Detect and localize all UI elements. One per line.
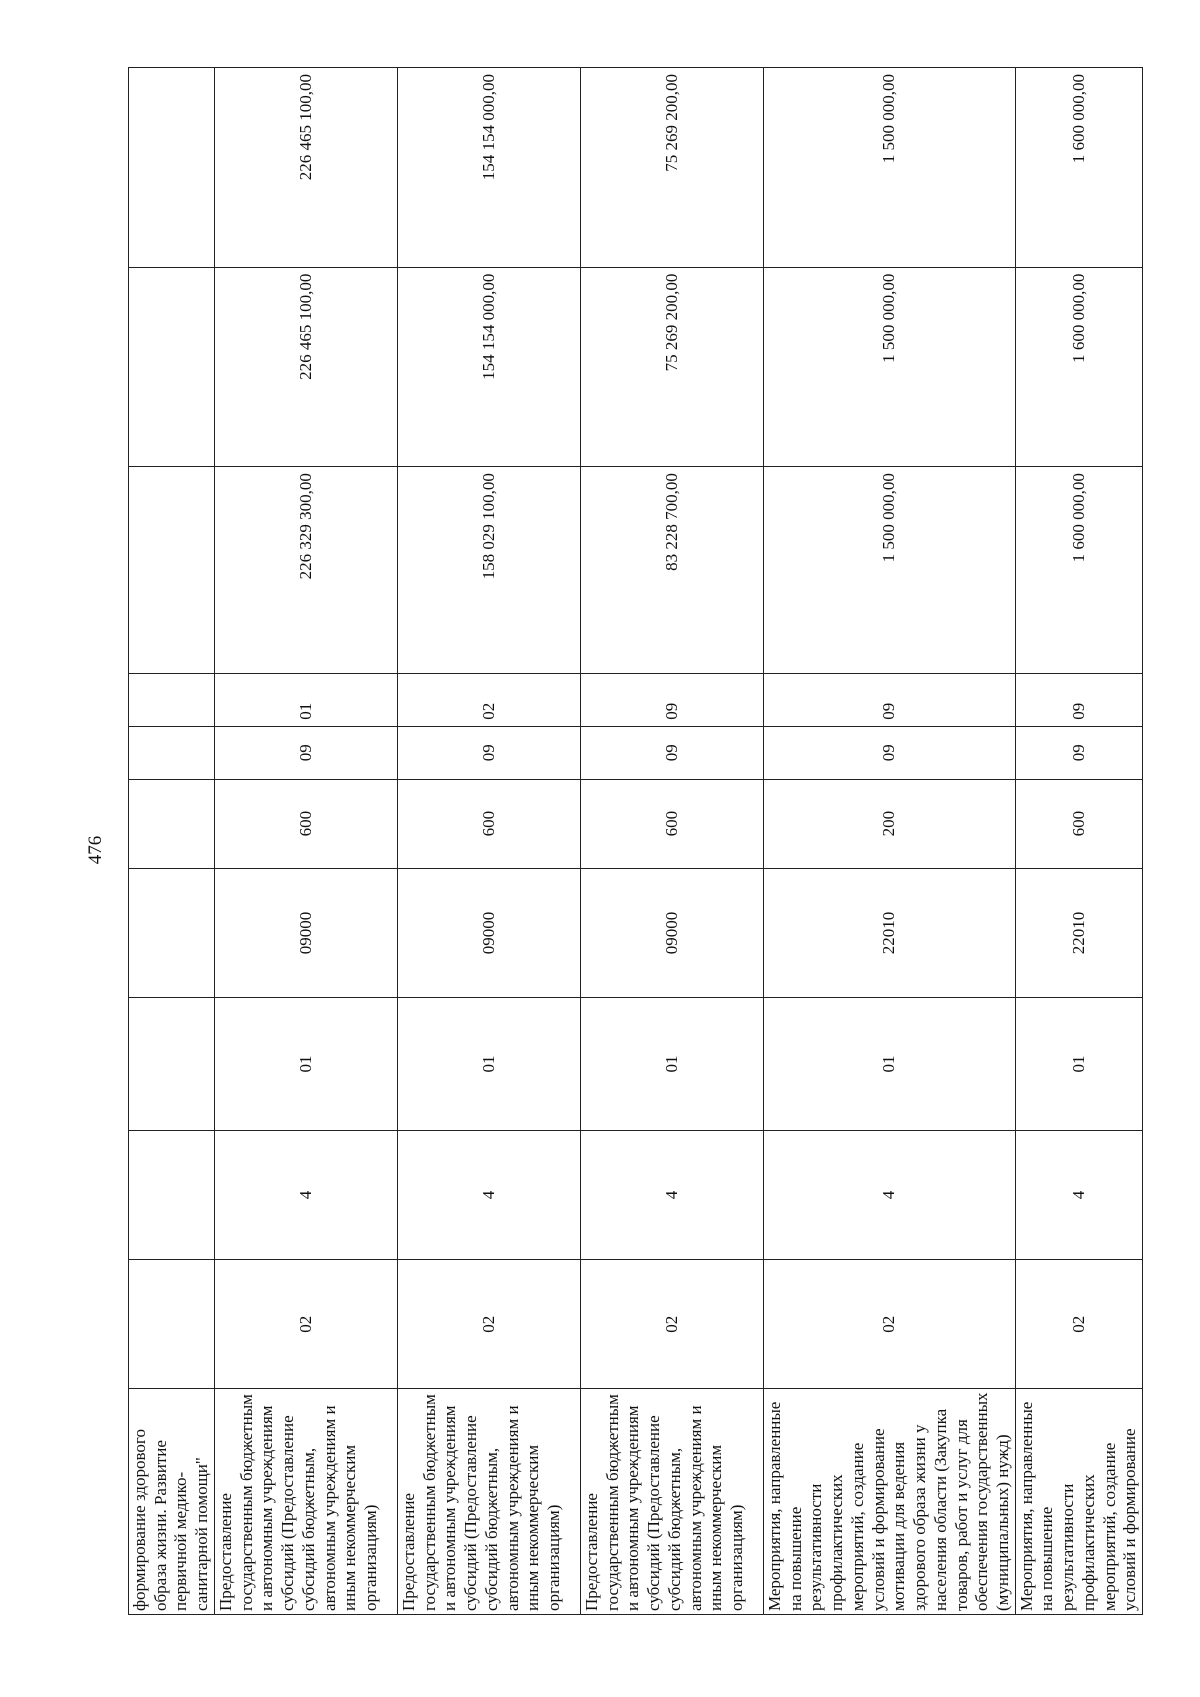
budget-table-rotated bbox=[128, 67, 1140, 1615]
cell-amount-3 bbox=[129, 68, 215, 268]
cell-amount-3: 75 269 200,00 bbox=[580, 68, 763, 268]
table-row bbox=[214, 68, 397, 1615]
cell-code-4: 09000 bbox=[397, 868, 580, 998]
cell-code-4: 09000 bbox=[580, 868, 763, 998]
cell-code-7: 09 bbox=[763, 673, 1015, 726]
cell-amount-2: 154 154 000,00 bbox=[397, 267, 580, 467]
table-row bbox=[129, 68, 215, 1615]
cell-amount-1: 1 600 000,00 bbox=[1015, 467, 1142, 674]
row-name: Мероприятия, направленные на повышение результативности профилактических мероприятий, создание условий и формирование мотивации для ведения здорового образа жизни у населения области (Закупка товаров, работ и услуг для обеспечения государственных (муниципальных) нужд) bbox=[763, 1389, 1015, 1615]
cell-amount-2 bbox=[129, 267, 215, 467]
cell-amount-3: 1 600 000,00 bbox=[1015, 68, 1142, 268]
cell-amount-3: 226 465 100,00 bbox=[214, 68, 397, 268]
cell-code-6 bbox=[129, 726, 215, 779]
cell-code-1: 02 bbox=[397, 1260, 580, 1389]
row-name: формирование здорового образа жизни. Развитие первичной медико-санитарной помощи" bbox=[129, 1389, 215, 1615]
cell-code-3: 01 bbox=[1015, 998, 1142, 1130]
cell-code-7: 09 bbox=[580, 673, 763, 726]
cell-code-5: 200 bbox=[763, 779, 1015, 868]
cell-code-6: 09 bbox=[214, 726, 397, 779]
cell-code-3: 01 bbox=[763, 998, 1015, 1130]
cell-code-6: 09 bbox=[580, 726, 763, 779]
cell-code-5: 600 bbox=[1015, 779, 1142, 868]
cell-code-3: 01 bbox=[214, 998, 397, 1130]
cell-code-1: 02 bbox=[763, 1260, 1015, 1389]
cell-code-7 bbox=[129, 673, 215, 726]
table-row bbox=[763, 68, 1015, 1615]
row-name: Мероприятия, направленные на повышение результативности профилактических мероприятий, создание условий и формирование bbox=[1015, 1389, 1142, 1615]
cell-code-5: 600 bbox=[397, 779, 580, 868]
cell-code-1 bbox=[129, 1260, 215, 1389]
cell-code-5: 600 bbox=[580, 779, 763, 868]
cell-amount-1 bbox=[129, 467, 215, 674]
cell-code-6: 09 bbox=[397, 726, 580, 779]
row-name: Предоставление государственным бюджетным и автономным учреждениям субсидий (Предоставление субсидий бюджетным, автономным учреждениям и иным некоммерческим организациям) bbox=[580, 1389, 763, 1615]
cell-amount-1: 158 029 100,00 bbox=[397, 467, 580, 674]
cell-code-7: 02 bbox=[397, 673, 580, 726]
cell-code-2: 4 bbox=[763, 1130, 1015, 1260]
cell-code-4: 22010 bbox=[1015, 868, 1142, 998]
budget-table bbox=[128, 67, 1143, 1615]
cell-code-3 bbox=[129, 998, 215, 1130]
cell-code-6: 09 bbox=[1015, 726, 1142, 779]
cell-code-1: 02 bbox=[1015, 1260, 1142, 1389]
cell-code-4: 22010 bbox=[763, 868, 1015, 998]
cell-amount-2: 1 600 000,00 bbox=[1015, 267, 1142, 467]
cell-code-3: 01 bbox=[580, 998, 763, 1130]
cell-code-2 bbox=[129, 1130, 215, 1260]
cell-amount-2: 75 269 200,00 bbox=[580, 267, 763, 467]
cell-amount-1: 83 228 700,00 bbox=[580, 467, 763, 674]
table-row bbox=[397, 68, 580, 1615]
cell-code-2: 4 bbox=[1015, 1130, 1142, 1260]
cell-code-5 bbox=[129, 779, 215, 868]
cell-amount-1: 1 500 000,00 bbox=[763, 467, 1015, 674]
cell-amount-3: 154 154 000,00 bbox=[397, 68, 580, 268]
page-number: 476 bbox=[85, 835, 106, 865]
cell-code-1: 02 bbox=[214, 1260, 397, 1389]
cell-code-1: 02 bbox=[580, 1260, 763, 1389]
cell-amount-2: 226 465 100,00 bbox=[214, 267, 397, 467]
cell-code-6: 09 bbox=[763, 726, 1015, 779]
cell-code-7: 01 bbox=[214, 673, 397, 726]
cell-amount-3: 1 500 000,00 bbox=[763, 68, 1015, 268]
cell-code-3: 01 bbox=[397, 998, 580, 1130]
cell-code-4 bbox=[129, 868, 215, 998]
cell-amount-1: 226 329 300,00 bbox=[214, 467, 397, 674]
row-name: Предоставление государственным бюджетным и автономным учреждениям субсидий (Предоставление субсидий бюджетным, автономным учреждениям и иным некоммерческим организациям) bbox=[214, 1389, 397, 1615]
cell-code-2: 4 bbox=[580, 1130, 763, 1260]
cell-code-4: 09000 bbox=[214, 868, 397, 998]
cell-code-7: 09 bbox=[1015, 673, 1142, 726]
table-row bbox=[580, 68, 763, 1615]
row-name: Предоставление государственным бюджетным и автономным учреждениям субсидий (Предоставление субсидий бюджетным, автономным учреждениям и иным некоммерческим организациям) bbox=[397, 1389, 580, 1615]
cell-code-2: 4 bbox=[214, 1130, 397, 1260]
cell-code-5: 600 bbox=[214, 779, 397, 868]
cell-code-2: 4 bbox=[397, 1130, 580, 1260]
table-row bbox=[1015, 68, 1142, 1615]
cell-amount-2: 1 500 000,00 bbox=[763, 267, 1015, 467]
